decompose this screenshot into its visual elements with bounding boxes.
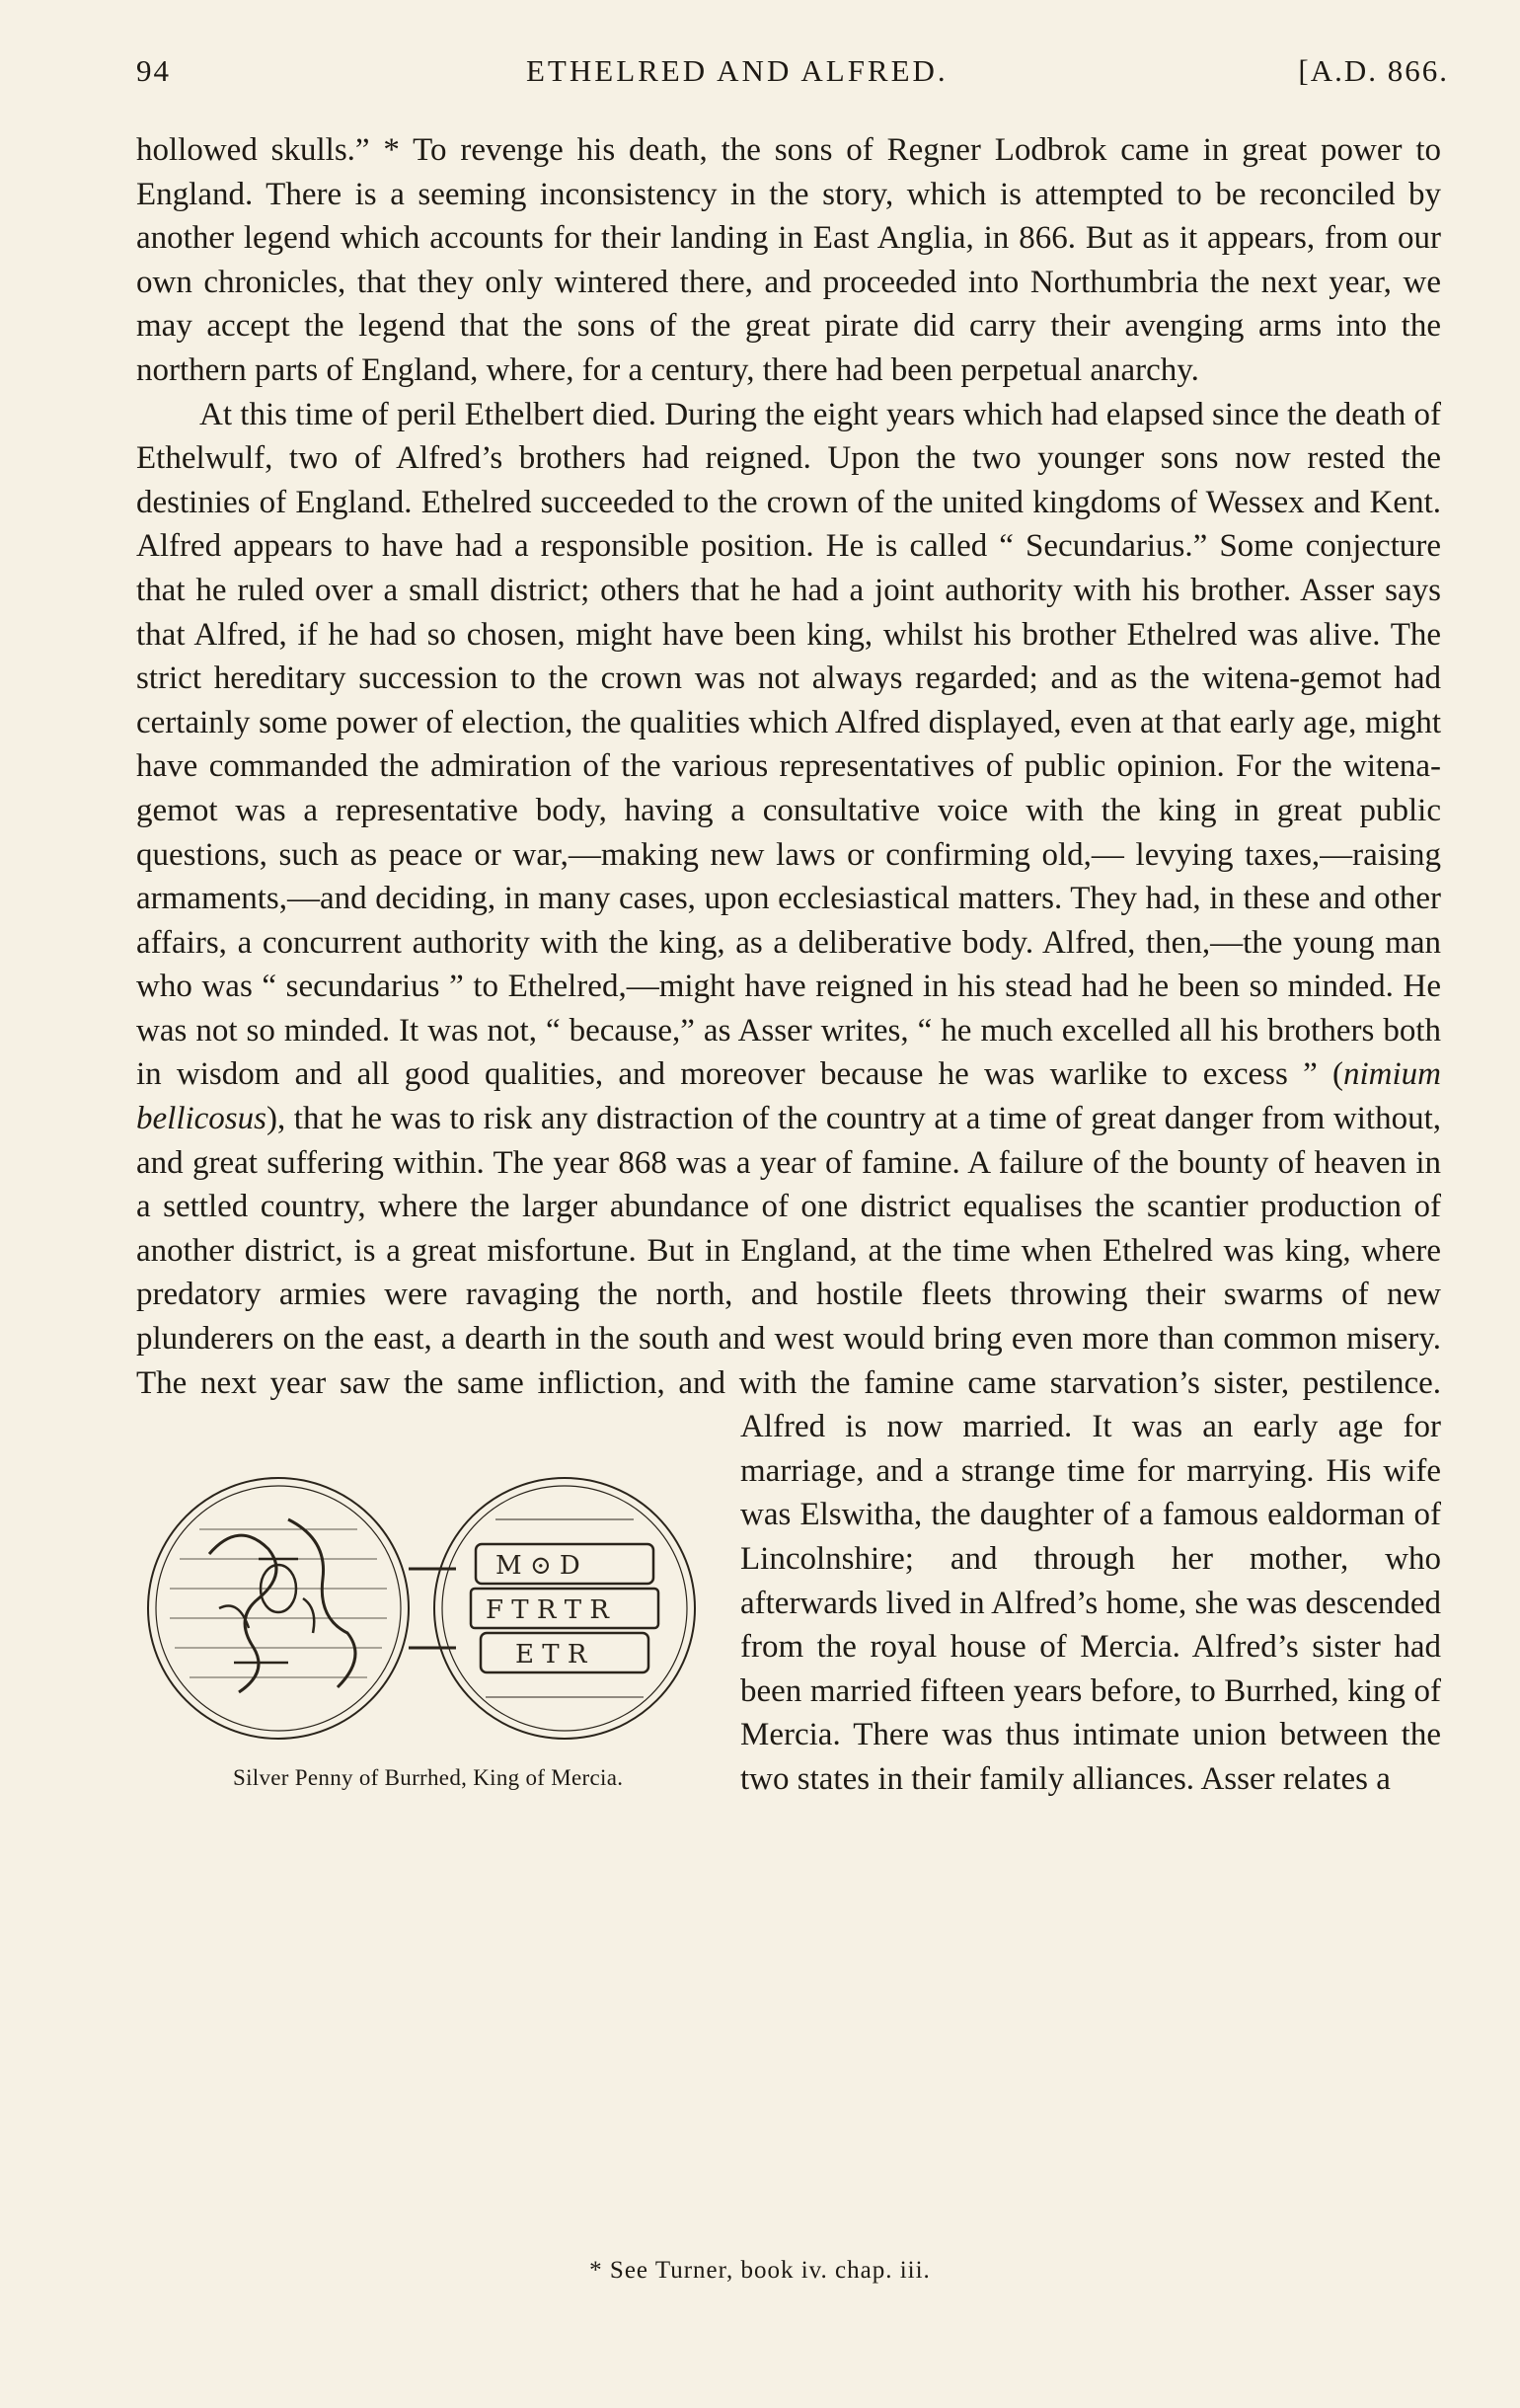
body-text: [136, 128, 1441, 1845]
figure-caption: Silver Penny of Burrhed, King of Mercia.: [233, 1765, 624, 1791]
date-marker: [A.D. 866.: [1298, 53, 1449, 88]
running-title: ETHELRED AND ALFRED.: [526, 53, 949, 88]
svg-text:F T R T R: F T R T R: [486, 1595, 609, 1626]
coin-illustration: [134, 1460, 717, 1845]
latin-phrase: nimium bellicosus: [136, 1056, 1441, 1137]
svg-text:E T R: E T R: [515, 1640, 587, 1670]
page-number: 94: [136, 53, 171, 88]
paragraph-2: [136, 393, 1441, 1802]
silver-penny-drawing: [140, 1460, 703, 1756]
paragraph-1: hollowed skulls.” * To revenge his death, the sons of Regner Lodbrok came in great power to England. There is a seeming inconsistency in the story, which is attempted to be reconciled by another legend which accounts for their landing in East Anglia, in 866. But as it appears, from our own chronicles, that they only wintered there, and proceeded into Northumbria the next year, we may accept the legend that the sons of the great pirate did carry their avenging arms into the northern parts of England, where, for a century, there had been perpetual anarchy.: [136, 132, 1441, 388]
svg-text:M ⊙ D: M ⊙ D: [495, 1551, 580, 1582]
footnote: * See Turner, book iv. chap. iii.: [589, 2257, 931, 2284]
coin-obverse: [148, 1478, 409, 1739]
running-header: [136, 53, 1449, 101]
paragraph-2-text-b: ), that he was to risk any distraction of the country at a time of great danger from without, and great suffering within. The year 868 was a year of famine. A failure of the bounty of heaven in a settled country, where the larger abundance of one district equalises the scantier production of another district, is a great misfortune. But in England, at the time when Ethelred was king, where predatory armies were ravaging the north, and hostile fleets throwing their swarms of new plunderers on the east, a dearth in the south and west would bring even more than common misery. The next year saw the same infliction, and with the famine came starvation’s sister, pestilence. Alfred is M ⊙ D F T R T R E T R Silver Penny of Burrhed, King of Mercia. now married. It was an early age for marriage, and a strange time for marrying. His wife was Elswitha, the daughter of a famous ealdorman of Lincolnshire; and through her mother, who afterwards lived in Alfred’s home, she was descended from the royal house of Mercia. Alfred’s sister had been married fifteen years before, to Burrhed, king of Mercia. There was thus intimate union between the two states in their family alliances. Asser relates a: [136, 1101, 1441, 1797]
paragraph-2-text-a: At this time of peril Ethelbert died. During the eight years which had elapsed since the death of Ethelwulf, two of Alfred’s brothers had reigned. Upon the two younger sons now rested the destinies of England. Ethelred succeeded to the crown of the united kingdoms of Wessex and Kent. Alfred appears to have had a responsible position. He is called “ Secundarius.” Some conjecture that he ruled over a small district; others that he had a joint authority with his brother. Asser says that Alfred, if he had so chosen, might have been king, whilst his brother Ethelred was alive. The strict hereditary succession to the crown was not always regarded; and as the witena-gemot had certainly some power of election, the qualities which Alfred displayed, even at that early age, might have commanded the admiration of the various representatives of public opinion. For the witena-gemot was a representative body, having a consultative voice with the king in great public questions, such as peace or war,—making new laws or confirming old,— levying taxes,—raising armaments,—and deciding, in many cases, upon ecclesiastical matters. They had, in these and other affairs, a concurrent authority with the king, as a deliberative body. Alfred, then,—the young man who was “ secundarius ” to Ethelred,—might have reigned in his stead had he been so minded. He was not so minded. It was not, “ because,” as Asser writes, “ he much excelled all his brothers both in wisdom and all good qualities, and moreover because he was warlike to excess ” (: [136, 396, 1441, 1093]
